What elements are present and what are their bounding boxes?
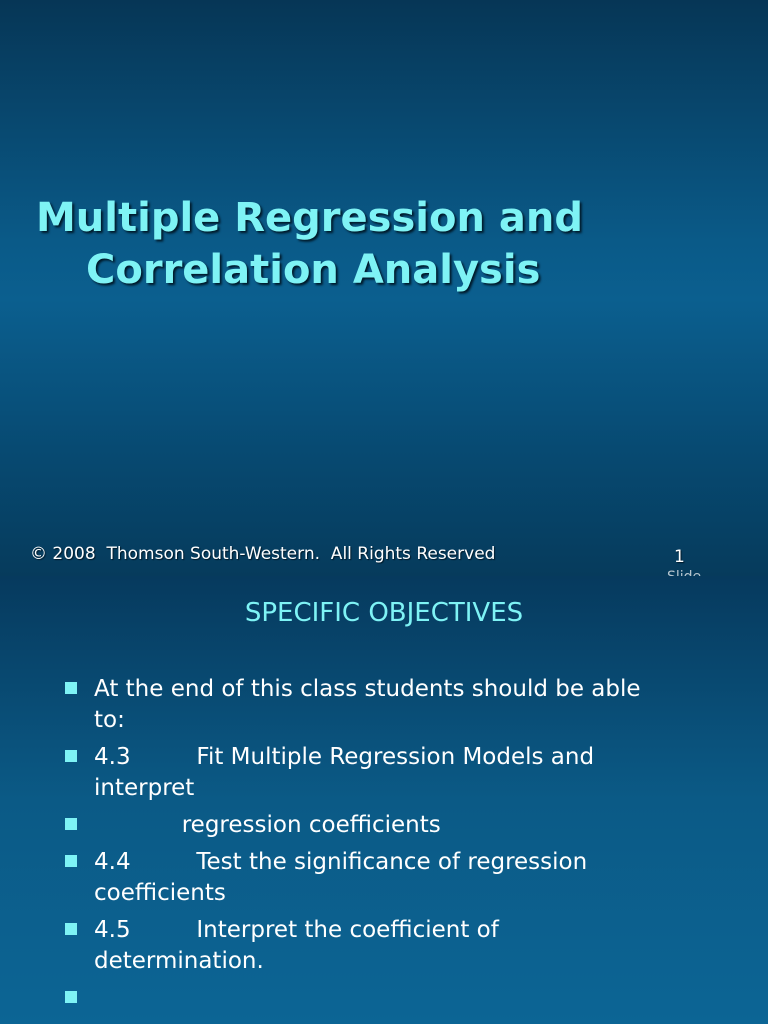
slide-number: 1: [674, 547, 685, 567]
objective-text: Interpret the coefficient of determination.: [94, 917, 499, 974]
objective-text: regression coefficients: [181, 812, 441, 838]
objective-item: [62, 674, 662, 736]
objective-item: [62, 915, 662, 977]
slide-title-line-1: Multiple Regression and: [36, 195, 583, 241]
square-bullet-icon: [65, 855, 77, 867]
objective-text: Fit Multiple Regression Models and interpret: [94, 744, 595, 801]
square-bullet-icon: [65, 923, 77, 935]
objective-item: [62, 983, 662, 1014]
slide-title-line-2: Correlation Analysis: [86, 247, 541, 293]
objective-text: At the end of this class students should be able to:: [94, 676, 641, 733]
square-bullet-icon: [65, 750, 77, 762]
square-bullet-icon: [65, 682, 77, 694]
objective-item: [62, 810, 662, 841]
objective-text: Test the significance of regression coefficients: [94, 849, 588, 906]
square-bullet-icon: [65, 991, 77, 1003]
objective-number: 4.3: [94, 744, 131, 770]
copyright-notice: © 2008 Thomson South-Western. All Rights Reserved: [30, 544, 496, 564]
slide-title: [36, 192, 736, 296]
objective-item: [62, 742, 662, 804]
objectives-slide: [0, 576, 768, 1024]
objective-item: [62, 847, 662, 909]
objectives-heading: SPECIFIC OBJECTIVES: [244, 598, 524, 628]
objective-number: 4.4: [94, 849, 131, 875]
square-bullet-icon: [65, 818, 77, 830]
objective-number: 4.5: [94, 917, 131, 943]
objectives-list: [62, 674, 662, 1020]
